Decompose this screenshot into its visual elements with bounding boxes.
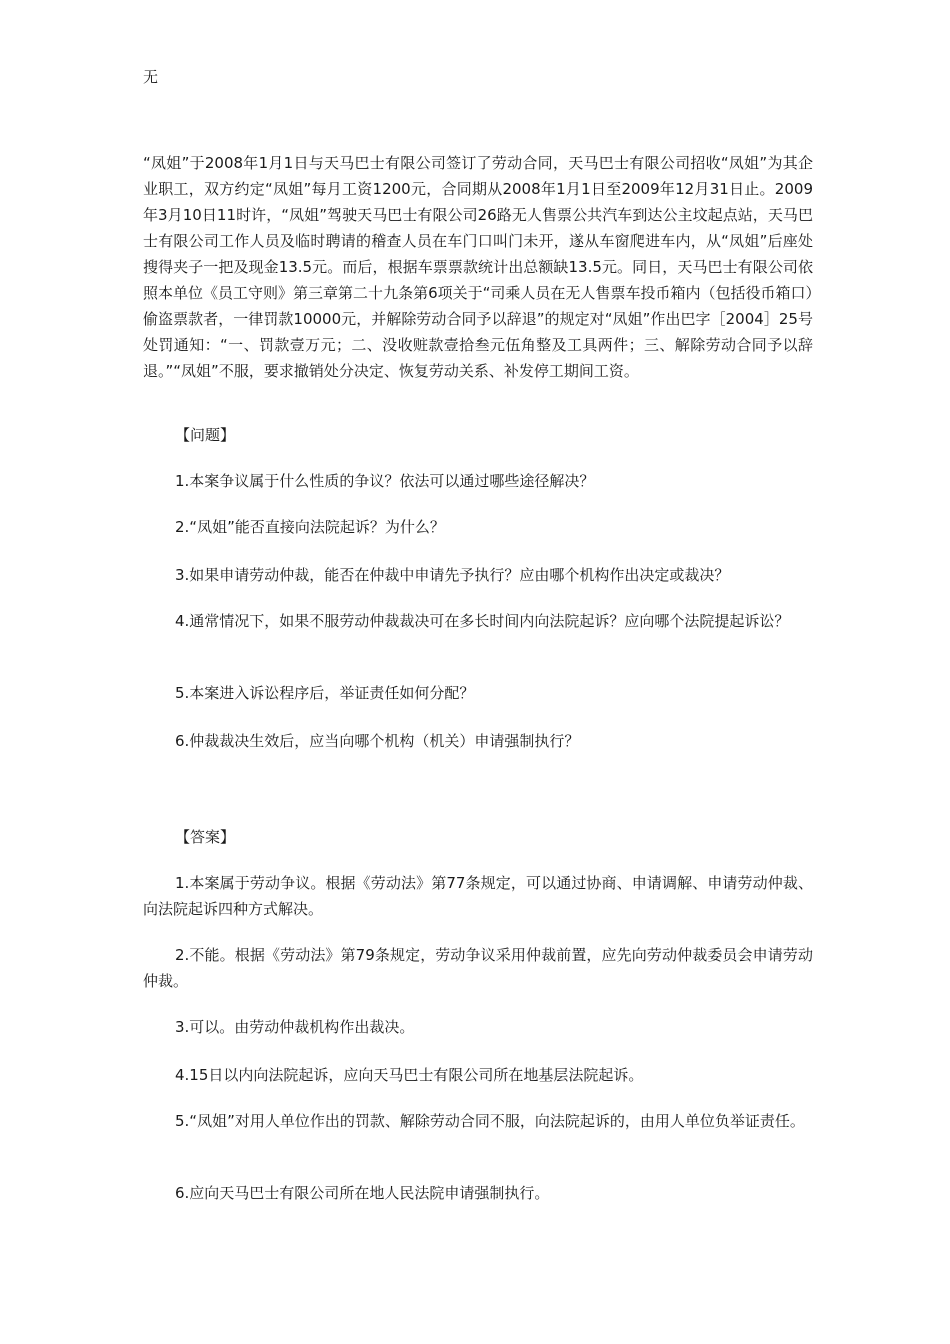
case-description: “凤姐”于2008年1月1日与天马巴士有限公司签订了劳动合同，天马巴士有限公司招收“凤姐”为其企业职工，双方约定“凤姐”每月工资1200元，合同期从2008年1月1日至2009年12月31日止。2009年3月10日11时许，“凤姐”驾驶天马巴士有限公司26路无人售票公共汽车到达公主坟起点站，天马巴士有限公司工作人员及临时聘请的稽查人员在车门口叫门未开，遂从车窗爬进车内，从“凤姐”后座处搜得夹子一把及现金13.5元。而后，根据车票票款统计出总额缺13.5元。同日，天马巴士有限公司依照本单位《员工守则》第三章第二十九条第6项关于“司乘人员在无人售票车投币箱内（包括役币箱口）偷盗票款者，一律罚款10000元，并解除劳动合同予以辞退”的规定对“凤姐”作出巴字［2004］25号处罚通知：“一、罚款壹万元；二、没收赃款壹拾叁元伍角整及工具两件；三、解除劳动合同予以辞退。”“凤姐”不服，要求撤销处分决定、恢复劳动关系、补发停工期间工资。 bbox=[143, 154, 813, 380]
question-4: 4.通常情况下，如果不服劳动仲裁裁决可在多长时间内向法院起诉？应向哪个法院提起诉讼？ bbox=[175, 612, 790, 630]
answer-5: 5.“凤姐”对用人单位作出的罚款、解除劳动合同不服，向法院起诉的，由用人单位负举证责任。 bbox=[175, 1112, 805, 1130]
question-5: 5.本案进入诉讼程序后，举证责任如何分配？ bbox=[175, 684, 475, 702]
top-word: 无 bbox=[143, 68, 159, 86]
questions-header: 【问题】 bbox=[175, 426, 236, 444]
answer-1: 1.本案属于劳动争议。根据《劳动法》第77条规定，可以通过协商、申请调解、申请劳动仲裁、向法院起诉四种方式解决。 bbox=[143, 874, 813, 918]
answer-4: 4.15日以内向法院起诉，应向天马巴士有限公司所在地基层法院起诉。 bbox=[175, 1066, 644, 1084]
answer-3: 3.可以。由劳动仲裁机构作出裁决。 bbox=[175, 1018, 415, 1036]
question-3: 3.如果申请劳动仲裁，能否在仲裁中申请先予执行？应由哪个机构作出决定或裁决？ bbox=[175, 566, 730, 584]
answer-6: 6.应向天马巴士有限公司所在地人民法院申请强制执行。 bbox=[175, 1184, 550, 1202]
question-2: 2.“凤姐”能否直接向法院起诉？为什么？ bbox=[175, 518, 445, 536]
question-6: 6.仲裁裁决生效后，应当向哪个机构（机关）申请强制执行？ bbox=[175, 732, 580, 750]
question-1: 1.本案争议属于什么性质的争议？依法可以通过哪些途径解决？ bbox=[175, 472, 595, 490]
answer-2: 2.不能。根据《劳动法》第79条规定，劳动争议采用仲裁前置，应先向劳动仲裁委员会申请劳动仲裁。 bbox=[143, 946, 813, 990]
answers-header: 【答案】 bbox=[175, 828, 236, 846]
